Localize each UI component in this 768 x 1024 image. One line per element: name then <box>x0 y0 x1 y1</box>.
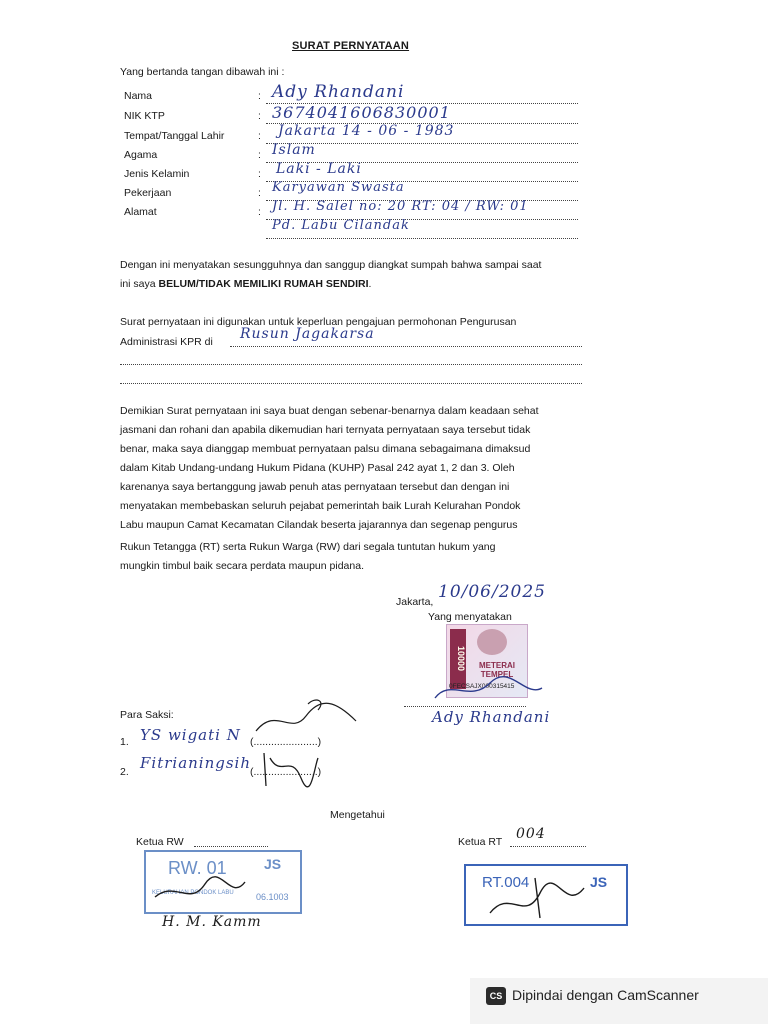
witness-label: Para Saksi: <box>120 709 174 721</box>
rw-label: Ketua RW <box>136 836 184 848</box>
witness-2-signature <box>256 748 326 793</box>
rt-stamp: RT.004 JS <box>464 864 628 926</box>
closing-line-4: dalam Kitab Undang-undang Hukum Pidana (KUHP) Pasal 242 ayat 1, 2 dan 3. Oleh <box>120 462 515 474</box>
place-label: Jakarta, <box>396 596 434 608</box>
rw-signature <box>150 872 250 912</box>
field-value-alamat: Jl. H. Salel no: 20 RT: 04 / RW: 01 <box>272 199 529 214</box>
camscanner-logo-icon: CS <box>486 987 506 1005</box>
witness-2-num: 2. <box>120 766 129 778</box>
statement-line-1: Dengan ini menyatakan sesungguhnya dan sanggup diangkat sumpah bahwa sampai saat <box>120 259 542 271</box>
statement-line-2: ini saya BELUM/TIDAK MEMILIKI RUMAH SENDIRI. <box>120 278 372 290</box>
signer-label: Yang menyatakan <box>428 611 512 623</box>
field-value-nama: Ady Rhandani <box>272 82 405 102</box>
witness-1-name: YS wigati N <box>140 726 241 744</box>
closing-line-7: Labu maupun Camat Kecamatan Cilandak beserta jajarannya dan segenap pengurus <box>120 519 518 531</box>
acknowledge-label: Mengetahui <box>330 809 385 821</box>
closing-line-9: mungkin timbul baik secara perdata maupun pidana. <box>120 560 364 572</box>
closing-line-1: Demikian Surat pernyataan ini saya buat dengan sebenar-benarnya dalam keadaan sehat <box>120 405 539 417</box>
field-label-nama: Nama <box>124 90 153 102</box>
document-page: SURAT PERNYATAAN Yang bertanda tangan dibawah ini : Nama NIK KTP Tempat/Tanggal Lahir Agama Jenis Kelamin Pekerjaan Alamat : : : : : : : Ady Rhandani 3674041606830001 Jakarta 14 - 06 - 1983 Islam Laki - Laki Karyawan Swasta Jl. H. Salel no: 20 RT: 04 / RW: 01 Pd. Labu Cilandak Dengan ini menyatakan sesungguhnya dan sanggup diangkat sumpah bahwa sampai saat ini saya BELUM/TIDAK MEMILIKI RUMAH SENDIRI. Surat pernyataan ini digunakan untuk keperluan pengajuan permohonan Pengurusan Administrasi KPR di Rusun Jagakarsa Demikian Surat pernyataan ini saya buat dengan sebenar-benarnya dalam keadaan sehat jasmani dan rohani dan apabila dikemudian hari ternyata pernyataan saya tersebut tidak benar, maka saya dianggap membuat pernyataan palsu dimana sebagaimana dimaksud dalam Kitab Undang-undang Hukum Pidana (KUHP) Pasal 242 ayat 1, 2 dan 3. Oleh karenanya saya bertanggung jawab penuh atas pernyataan tersebut dan dengan ini menyatakan membebaskan seluruh pejabat pemerintah baik Lurah Kelurahan Pondok Labu maupun Camat Kecamatan Cilandak beserta jajarannya dan segenap pengurus Rukun Tetangga (RT) serta Rukun Warga (RW) dari segala tuntutan hukum yang mungkin timbul baik secara perdata maupun pidana. Jakarta, 10/06/2025 Yang menyatakan 10000 METERAI TEMPEL 0FECSAJX000315415 Ady Rhandani Para Saksi: 1. YS wigati N (......................) 2. Fitrianingsih (......................) Mengetahui Ketua RW RW. 01 JS 06.1003 KELURAHAN PONDOK LABU H. M. Kamm Ketua RT 004 RT.004 JS <box>0 0 768 1024</box>
intro-text: Yang bertanda tangan dibawah ini : <box>120 66 285 78</box>
field-value-pekerjaan: Karyawan Swasta <box>272 180 405 195</box>
purpose-line-2: Administrasi KPR di <box>120 336 213 348</box>
field-label-agama: Agama <box>124 149 158 161</box>
closing-line-8: Rukun Tetangga (RT) serta Rukun Warga (RW) dari segala tuntutan hukum yang <box>120 541 496 553</box>
field-value-jk: Laki - Laki <box>276 161 362 177</box>
purpose-line-1: Surat pernyataan ini digunakan untuk keperluan pengajuan permohonan Pengurusan <box>120 316 517 328</box>
meterai-value: 10000 <box>450 629 466 689</box>
closing-line-6: menyatakan membebaskan seluruh pejabat pemerintah baik Lurah Kelurahan Pondok <box>120 500 521 512</box>
field-value-nik: 3674041606830001 <box>272 103 451 122</box>
witness-2-name: Fitrianingsih <box>140 754 252 772</box>
rw-stamp: RW. 01 JS 06.1003 KELURAHAN PONDOK LABU <box>144 850 302 914</box>
camscanner-text: Dipindai dengan CamScanner <box>512 987 699 1003</box>
witness-1-signature <box>246 696 366 746</box>
closing-line-5: karenanya saya bertanggung jawab penuh atas pernyataan tersebut dan dengan ini <box>120 481 510 493</box>
field-value-ttl: Jakarta 14 - 06 - 1983 <box>278 123 455 139</box>
meterai-code: 0FECSAJX000315415 <box>449 683 515 690</box>
closing-line-2: jasmani dan rohani dan apabila dikemudian hari ternyata pernyataan saya tersebut tidak <box>120 424 531 436</box>
rt-number: 004 <box>516 826 546 842</box>
field-label-nik: NIK KTP <box>124 110 165 122</box>
field-label-ttl: Tempat/Tanggal Lahir <box>124 130 225 142</box>
field-label-pekerjaan: Pekerjaan <box>124 187 172 199</box>
rt-signature <box>480 868 590 928</box>
field-value-agama: Islam <box>272 142 316 158</box>
address-line-2: Pd. Labu Cilandak <box>272 218 410 233</box>
signer-name: Ady Rhandani <box>432 708 551 726</box>
meterai-label: METERAI TEMPEL <box>479 661 515 679</box>
rw-signer-name: H. M. Kamm <box>162 914 262 930</box>
date-handwritten: 10/06/2025 <box>438 582 546 602</box>
rt-label: Ketua RT <box>458 836 503 848</box>
purpose-location: Rusun Jagakarsa <box>240 326 375 342</box>
field-label-jk: Jenis Kelamin <box>124 168 190 180</box>
garuda-emblem-icon <box>477 629 507 655</box>
document-title: SURAT PERNYATAAN <box>292 40 410 52</box>
closing-line-3: benar, maka saya dianggap membuat pernyataan palsu dimana sebagaimana dimaksud <box>120 443 531 455</box>
field-label-alamat: Alamat <box>124 206 157 218</box>
signer-signature <box>430 668 550 708</box>
witness-1-num: 1. <box>120 736 129 748</box>
